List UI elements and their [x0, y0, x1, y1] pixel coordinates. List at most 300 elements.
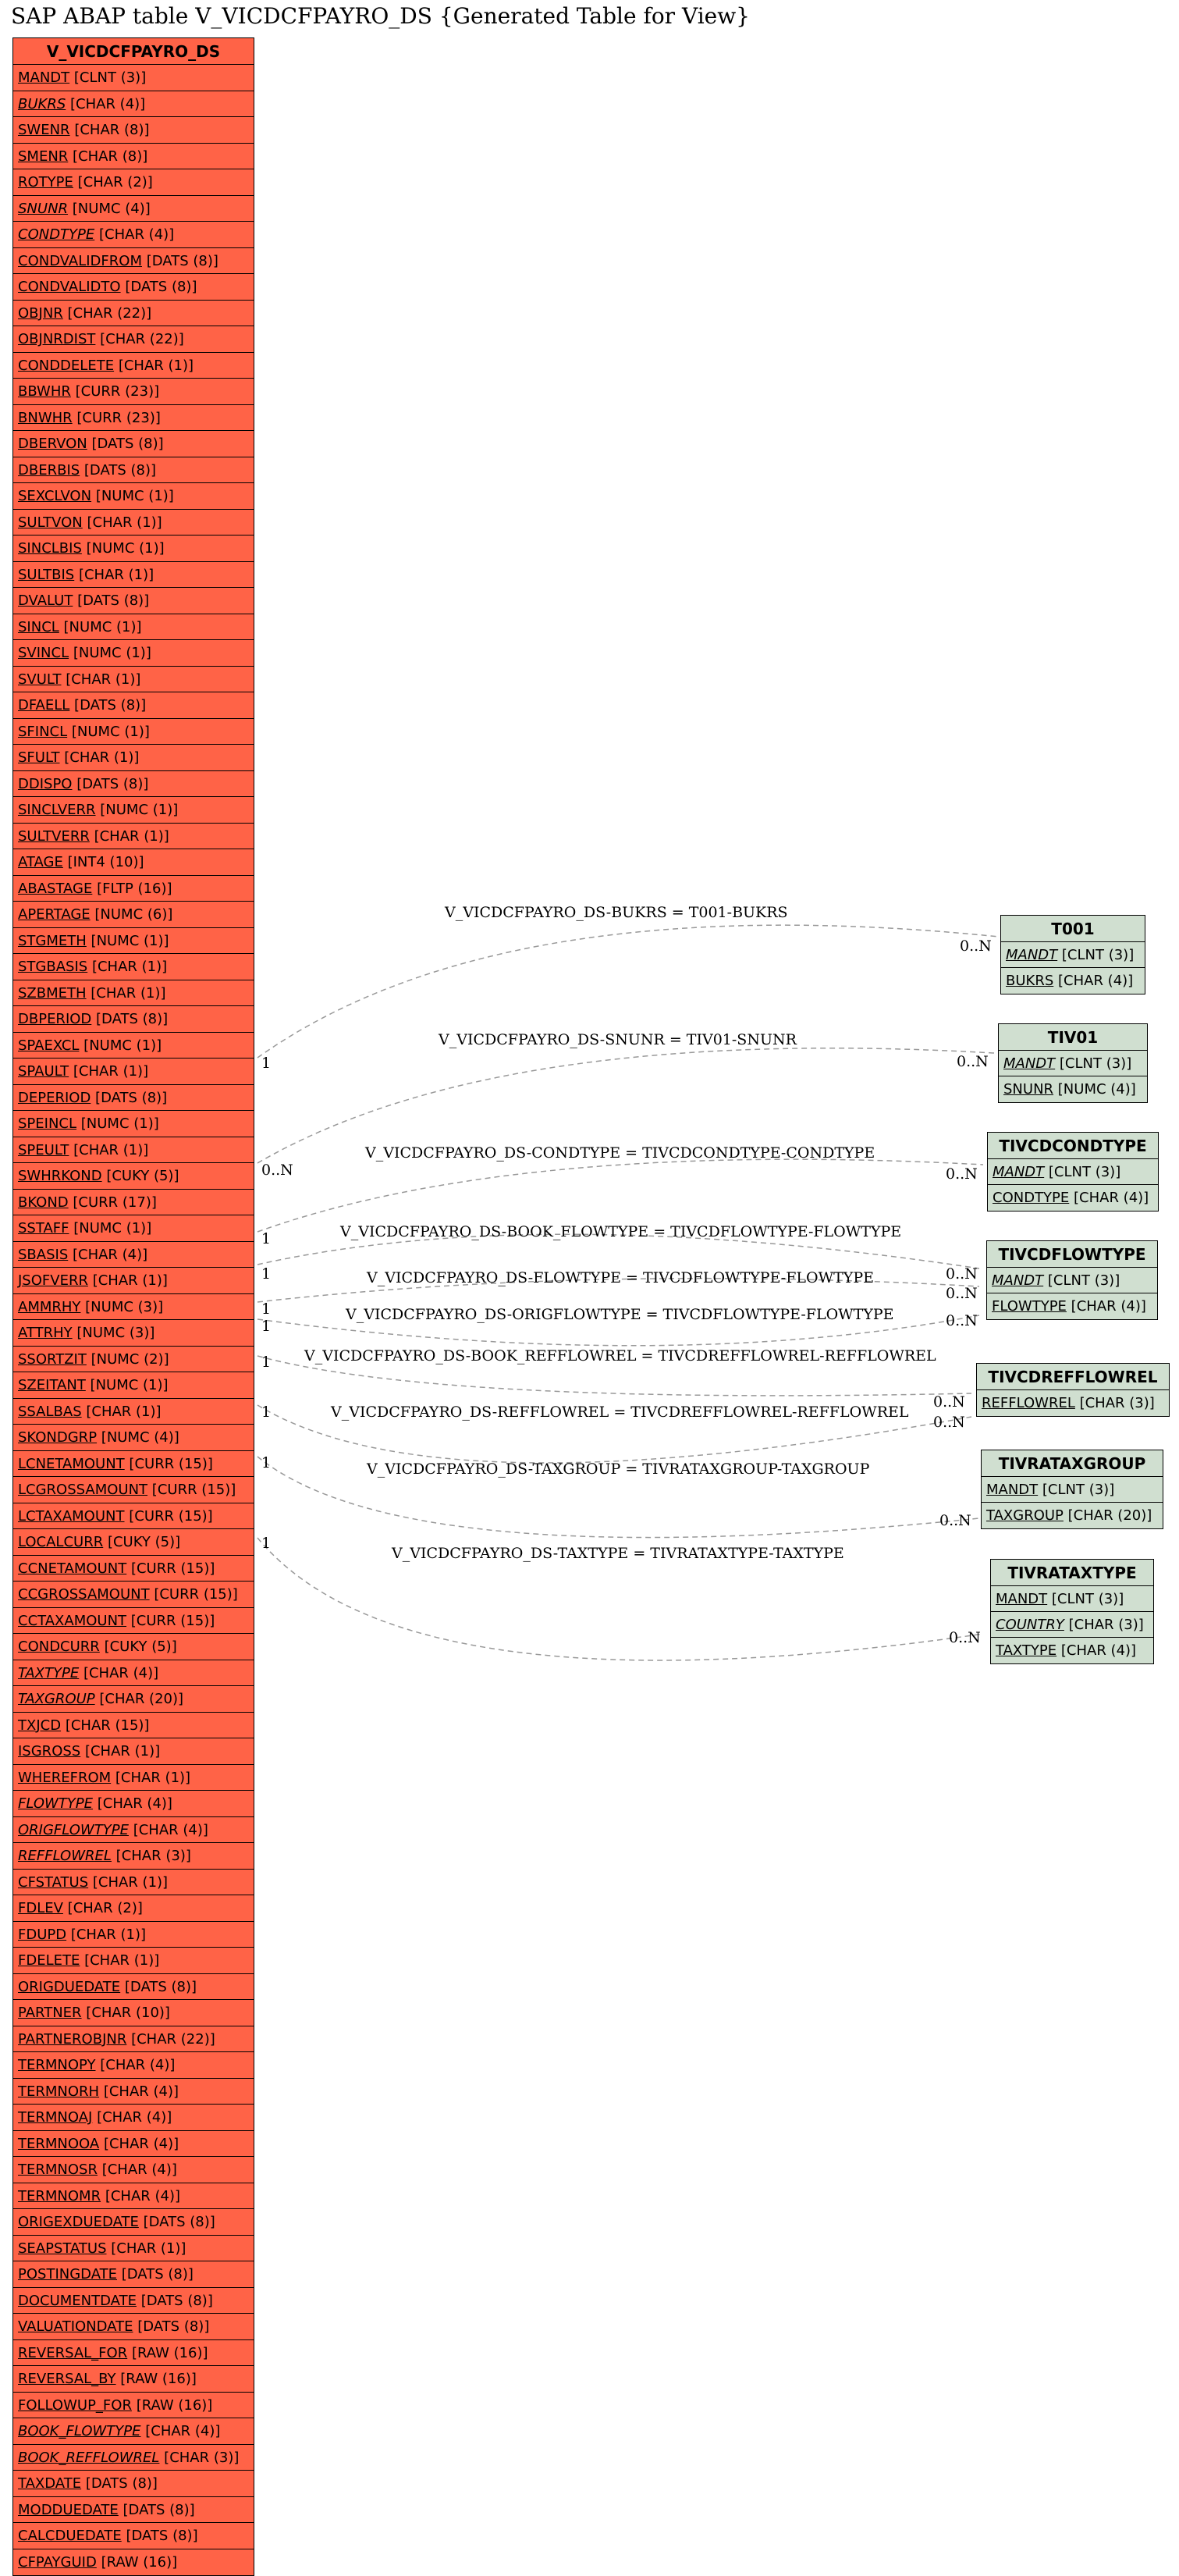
ref-table-t001	[1000, 915, 1145, 994]
field-row	[999, 1076, 1147, 1102]
field-name: TERMNOOA	[18, 2135, 100, 2152]
field-name: OBJNRDIST	[18, 331, 96, 347]
field-row	[13, 1163, 254, 1190]
field-row	[13, 824, 254, 850]
field-row	[13, 1791, 254, 1817]
field-row	[13, 745, 254, 771]
cardinality-to: 0..N	[946, 1165, 978, 1183]
field-type: [CHAR (1)]	[87, 514, 162, 531]
field-row	[13, 2079, 254, 2105]
field-type: [CURR (15)]	[129, 1507, 213, 1525]
field-row	[13, 2183, 254, 2210]
field-name: MANDT	[18, 69, 70, 86]
field-type: [CHAR (1)]	[92, 1272, 168, 1289]
field-name: CONDVALIDFROM	[18, 252, 142, 269]
field-type: [DATS (8)]	[125, 279, 197, 295]
relation-label: V_VICDCFPAYRO_DS-ORIGFLOWTYPE = TIVCDFLOWTYPE-FLOWTYPE	[346, 1306, 894, 1323]
field-row	[13, 405, 254, 432]
field-type: [INT4 (10)]	[67, 854, 144, 870]
field-row	[13, 2314, 254, 2340]
field-row	[13, 797, 254, 824]
field-type: [CHAR (1)]	[73, 1063, 149, 1080]
field-row	[13, 2209, 254, 2236]
field-name: STGBASIS	[18, 959, 88, 975]
field-type: [CHAR (4)]	[83, 1664, 159, 1681]
field-type: [CHAR (1)]	[91, 984, 166, 1002]
field-name: CCGROSSAMOUNT	[18, 1586, 150, 1603]
field-type: [CHAR (4)]	[72, 1246, 148, 1263]
field-row	[13, 196, 254, 222]
field-type: [DATS (8)]	[85, 2475, 158, 2492]
field-type: [CHAR (20)]	[1067, 1507, 1152, 1524]
field-type: [CHAR (4)]	[1060, 1642, 1137, 1659]
field-name: SSALBAS	[18, 1403, 82, 1420]
field-type: [CUKY (5)]	[107, 1534, 181, 1550]
field-type: [CHAR (4)]	[1058, 973, 1134, 989]
field-type: [CHAR (22)]	[100, 331, 184, 347]
field-name: LCNETAMOUNT	[18, 1455, 125, 1472]
field-row	[13, 1817, 254, 1844]
field-type: [CHAR (20)]	[99, 1691, 184, 1707]
field-name: SINCLVERR	[18, 802, 96, 818]
field-name: REVERSAL_FOR	[18, 2344, 128, 2361]
field-name: TXJCD	[18, 1717, 62, 1734]
field-type: [CHAR (8)]	[74, 122, 150, 138]
field-row	[13, 2445, 254, 2471]
field-row	[13, 65, 254, 91]
cardinality-from: 1	[261, 1404, 272, 1421]
field-name: REFFLOWREL	[982, 1395, 1075, 1411]
field-type: [DATS (8)]	[83, 461, 157, 479]
ref-table-tivcdrefflowrel	[976, 1363, 1170, 1417]
field-type: [CHAR (1)]	[73, 1141, 149, 1158]
field-name: BUKRS	[18, 95, 66, 112]
ref-table-tiv01	[998, 1023, 1148, 1103]
field-row	[13, 1660, 254, 1687]
field-name: SFULT	[18, 749, 60, 766]
field-name: MANDT	[996, 1591, 1048, 1607]
field-type: [CHAR (4)]	[103, 2083, 179, 2100]
field-row	[13, 562, 254, 589]
field-name: COUNTRY	[996, 1617, 1064, 1633]
field-type: [DATS (8)]	[140, 2292, 213, 2309]
field-row	[13, 1686, 254, 1713]
field-row	[13, 954, 254, 980]
field-name: SNUNR	[1003, 1081, 1054, 1098]
field-type: [NUMC (6)]	[94, 906, 173, 923]
field-name: FOLLOWUP_FOR	[18, 2396, 132, 2414]
field-name: MANDT	[986, 1482, 1039, 1498]
field-name: SEXCLVON	[18, 488, 92, 504]
field-name: FLOWTYPE	[992, 1298, 1067, 1315]
field-name: MODDUEDATE	[18, 2501, 119, 2518]
field-type: [CLNT (3)]	[1061, 947, 1135, 963]
field-type: [CURR (15)]	[151, 1482, 236, 1498]
field-type: [CHAR (4)]	[101, 2161, 177, 2178]
field-type: [CHAR (3)]	[1079, 1395, 1155, 1411]
field-type: [CHAR (1)]	[115, 1769, 191, 1786]
field-row	[13, 535, 254, 562]
field-row	[13, 2000, 254, 2026]
field-type: [CHAR (3)]	[164, 2449, 240, 2466]
field-row	[13, 1451, 254, 1478]
field-name: SULTVON	[18, 514, 83, 531]
field-type: [DATS (8)]	[95, 1089, 168, 1106]
field-name: TERMNOMR	[18, 2187, 101, 2204]
field-name: SEAPSTATUS	[18, 2240, 107, 2257]
field-type: [CHAR (22)]	[131, 2030, 215, 2048]
field-name: CONDVALIDTO	[18, 279, 121, 295]
field-type: [DATS (8)]	[124, 1978, 197, 1995]
field-row	[13, 1843, 254, 1870]
field-name: DOCUMENTDATE	[18, 2292, 137, 2309]
field-row	[988, 1159, 1158, 1185]
field-name: CCNETAMOUNT	[18, 1560, 127, 1577]
ref-table-name: TIVRATAXTYPE	[991, 1560, 1153, 1586]
cardinality-from: 1	[261, 1354, 272, 1371]
field-row	[13, 1111, 254, 1137]
field-type: [NUMC (1)]	[73, 645, 151, 661]
field-type: [DATS (8)]	[96, 1011, 169, 1027]
field-row	[13, 2523, 254, 2549]
field-name: LCGROSSAMOUNT	[18, 1482, 148, 1498]
field-row	[13, 1870, 254, 1896]
field-type: [CHAR (4)]	[1074, 1190, 1149, 1206]
field-row	[991, 1612, 1153, 1638]
field-name: CONDDELETE	[18, 357, 115, 374]
field-name: BOOK_REFFLOWREL	[18, 2449, 160, 2466]
field-name: STGMETH	[18, 932, 87, 949]
field-row	[13, 1765, 254, 1791]
field-name: DDISPO	[18, 775, 73, 792]
field-name: TERMNOAJ	[18, 2109, 93, 2126]
field-name: DBERBIS	[18, 461, 80, 479]
field-name: SPEINCL	[18, 1115, 77, 1132]
field-type: [CHAR (22)]	[67, 304, 152, 322]
ref-table-tivcdflowtype	[986, 1240, 1158, 1320]
field-row	[13, 2471, 254, 2497]
field-name: POSTINGDATE	[18, 2266, 117, 2282]
field-row	[13, 2288, 254, 2314]
field-type: [RAW (16)]	[136, 2396, 213, 2414]
field-name: DVALUT	[18, 592, 73, 609]
field-type: [CLNT (3)]	[1051, 1591, 1124, 1607]
field-name: BNWHR	[18, 409, 73, 426]
field-row	[13, 1895, 254, 1922]
field-name: CALCDUEDATE	[18, 2528, 122, 2544]
field-type: [CURR (15)]	[130, 1612, 215, 1629]
field-type: [CHAR (4)]	[99, 226, 175, 243]
field-row	[13, 2261, 254, 2288]
field-type: [NUMC (1)]	[63, 618, 142, 635]
cardinality-from: 1	[261, 1265, 272, 1283]
field-name: CONDCURR	[18, 1638, 100, 1655]
field-type: [CHAR (8)]	[73, 148, 148, 165]
field-type: [NUMC (4)]	[101, 1429, 179, 1446]
field-type: [CLNT (3)]	[1042, 1482, 1115, 1498]
field-row	[13, 2549, 254, 2576]
field-row	[13, 719, 254, 745]
field-name: SZBMETH	[18, 984, 87, 1002]
field-row	[13, 588, 254, 614]
field-type: [CHAR (1)]	[86, 1403, 162, 1420]
field-row	[13, 1556, 254, 1582]
field-type: [CHAR (10)]	[86, 2005, 170, 2021]
field-type: [CURR (15)]	[129, 1455, 213, 1472]
field-type: [CLNT (3)]	[1059, 1055, 1132, 1072]
field-type: [CURR (23)]	[75, 383, 160, 400]
field-row	[13, 431, 254, 457]
field-row	[13, 692, 254, 719]
field-type: [CHAR (1)]	[66, 671, 141, 688]
field-name: SPAEXCL	[18, 1037, 80, 1054]
field-name: TAXGROUP	[986, 1507, 1064, 1524]
field-row	[982, 1477, 1163, 1503]
field-name: PARTNER	[18, 2005, 82, 2021]
field-name: SULTBIS	[18, 566, 75, 583]
field-row	[13, 353, 254, 379]
field-row	[13, 2366, 254, 2393]
field-name: ISGROSS	[18, 1743, 81, 1759]
field-row	[13, 1948, 254, 1974]
field-type: [CURR (17)]	[73, 1194, 157, 1211]
ref-table-name: TIVCDFLOWTYPE	[987, 1241, 1157, 1268]
field-name: BUKRS	[1006, 973, 1054, 989]
field-row	[13, 248, 254, 275]
field-name: SVINCL	[18, 645, 69, 661]
field-name: SWHRKOND	[18, 1168, 102, 1184]
relation-label: V_VICDCFPAYRO_DS-BUKRS = T001-BUKRS	[445, 904, 788, 921]
field-name: REVERSAL_BY	[18, 2371, 116, 2387]
field-type: [NUMC (1)]	[71, 723, 150, 740]
field-row	[13, 614, 254, 641]
field-row	[13, 1294, 254, 1321]
field-type: [NUMC (1)]	[80, 1115, 159, 1132]
field-type: [DATS (8)]	[143, 2214, 215, 2230]
field-row	[13, 2157, 254, 2183]
field-type: [CHAR (4)]	[97, 2109, 172, 2126]
field-type: [NUMC (4)]	[1057, 1081, 1136, 1098]
field-row	[13, 1059, 254, 1085]
field-row	[13, 1006, 254, 1033]
field-type: [RAW (16)]	[131, 2344, 208, 2361]
field-type: [NUMC (4)]	[72, 200, 151, 217]
field-type: [DATS (8)]	[137, 2318, 210, 2335]
field-name: SMENR	[18, 148, 69, 165]
field-row	[13, 222, 254, 248]
field-row	[13, 1529, 254, 1556]
field-type: [CHAR (1)]	[64, 749, 140, 766]
field-type: [CHAR (4)]	[103, 2135, 179, 2152]
field-type: [CLNT (3)]	[1047, 1272, 1120, 1289]
field-type: [CLNT (3)]	[73, 69, 147, 86]
field-type: [DATS (8)]	[123, 2501, 195, 2518]
field-row	[13, 902, 254, 928]
field-name: TERMNOPY	[18, 2057, 96, 2073]
field-row	[13, 1608, 254, 1635]
field-row	[13, 301, 254, 327]
field-name: AMMRHY	[18, 1298, 81, 1315]
field-row	[13, 2340, 254, 2367]
field-type: [CHAR (4)]	[70, 95, 146, 112]
field-type: [NUMC (1)]	[73, 1220, 152, 1236]
field-row	[982, 1503, 1163, 1528]
field-name: PARTNEROBJNR	[18, 2030, 127, 2048]
field-row	[13, 326, 254, 353]
field-type: [NUMC (1)]	[95, 488, 174, 504]
field-row	[13, 1137, 254, 1164]
field-name: SVULT	[18, 671, 62, 688]
field-row	[13, 876, 254, 902]
field-name: CFPAYGUID	[18, 2553, 97, 2571]
field-type: [CHAR (1)]	[118, 357, 194, 374]
relation-label: V_VICDCFPAYRO_DS-FLOWTYPE = TIVCDFLOWTYPE-FLOWTYPE	[367, 1269, 874, 1286]
field-row	[13, 1503, 254, 1530]
field-type: [CHAR (4)]	[133, 1821, 208, 1838]
field-name: SSORTZIT	[18, 1350, 87, 1368]
field-name: ORIGEXDUEDATE	[18, 2214, 139, 2230]
cardinality-to: 0..N	[939, 1512, 971, 1529]
field-row	[999, 1051, 1147, 1076]
relation-label: V_VICDCFPAYRO_DS-CONDTYPE = TIVCDCONDTYPE-CONDTYPE	[365, 1144, 875, 1162]
cardinality-from: 1	[261, 1055, 272, 1072]
cardinality-from: 1	[261, 1535, 272, 1552]
field-type: [DATS (8)]	[76, 775, 149, 792]
field-name: REFFLOWREL	[18, 1848, 112, 1864]
relation-line-condtype	[257, 1159, 983, 1232]
cardinality-from: 1	[261, 1318, 272, 1335]
field-name: TAXTYPE	[996, 1642, 1057, 1659]
field-type: [CLNT (3)]	[1048, 1164, 1121, 1180]
relation-label: V_VICDCFPAYRO_DS-BOOK_FLOWTYPE = TIVCDFLOWTYPE-FLOWTYPE	[340, 1223, 902, 1240]
field-type: [NUMC (1)]	[91, 932, 169, 949]
field-name: TERMNOSR	[18, 2161, 98, 2178]
field-name: CONDTYPE	[993, 1190, 1070, 1206]
cardinality-from: 0..N	[261, 1162, 293, 1179]
field-name: CONDTYPE	[18, 226, 95, 243]
cardinality-to: 0..N	[949, 1629, 981, 1646]
field-row	[13, 510, 254, 536]
ref-table-tivrataxtype	[990, 1559, 1154, 1664]
field-name: SBASIS	[18, 1246, 69, 1263]
field-row	[13, 2236, 254, 2262]
field-row	[13, 2418, 254, 2445]
field-name: FDUPD	[18, 1926, 67, 1943]
field-type: [CUKY (5)]	[106, 1168, 179, 1184]
field-type: [CHAR (4)]	[145, 2423, 221, 2439]
cardinality-to: 0..N	[960, 938, 992, 955]
field-name: SPAULT	[18, 1063, 69, 1080]
field-name: ORIGFLOWTYPE	[18, 1821, 129, 1838]
field-name: SWENR	[18, 122, 70, 138]
field-row	[13, 2026, 254, 2053]
field-type: [CHAR (1)]	[70, 1926, 147, 1943]
main-table	[12, 37, 254, 2576]
field-name: FLOWTYPE	[18, 1795, 94, 1812]
field-type: [NUMC (1)]	[100, 802, 179, 818]
field-name: ORIGDUEDATE	[18, 1978, 121, 1995]
field-type: [CHAR (4)]	[105, 2187, 180, 2204]
cardinality-to: 0..N	[933, 1414, 965, 1431]
field-row	[13, 1425, 254, 1451]
field-type: [DATS (8)]	[74, 697, 147, 713]
ref-table-name: TIVCDCONDTYPE	[988, 1133, 1158, 1159]
field-type: [NUMC (1)]	[90, 1377, 169, 1393]
cardinality-to: 0..N	[946, 1265, 978, 1283]
relation-label: V_VICDCFPAYRO_DS-REFFLOWREL = TIVCDREFFLOWREL-REFFLOWREL	[331, 1404, 909, 1421]
field-type: [CHAR (2)]	[67, 1900, 143, 1916]
field-row	[13, 483, 254, 510]
field-name: SNUNR	[18, 200, 69, 217]
field-type: [CHAR (3)]	[1068, 1617, 1144, 1633]
field-row	[13, 667, 254, 693]
field-type: [RAW (16)]	[120, 2371, 197, 2387]
field-row	[13, 1634, 254, 1660]
field-type: [CHAR (3)]	[115, 1848, 191, 1864]
ref-table-name: T001	[1001, 916, 1145, 942]
field-row	[13, 980, 254, 1007]
field-type: [NUMC (2)]	[91, 1350, 169, 1368]
field-type: [CURR (15)]	[154, 1586, 238, 1603]
field-name: TERMNORH	[18, 2083, 100, 2100]
field-name: FDLEV	[18, 1900, 63, 1916]
ref-table-tivcdcondtype	[987, 1132, 1159, 1212]
field-type: [CHAR (4)]	[97, 1795, 172, 1812]
field-row	[13, 1190, 254, 1216]
field-type: [CHAR (1)]	[78, 566, 154, 583]
field-row	[977, 1390, 1169, 1416]
field-row	[13, 2052, 254, 2079]
relation-label: V_VICDCFPAYRO_DS-BOOK_REFFLOWREL = TIVCDREFFLOWREL-REFFLOWREL	[304, 1347, 936, 1364]
field-type: [DATS (8)]	[77, 592, 150, 609]
field-row	[13, 1399, 254, 1425]
field-type: [CHAR (1)]	[111, 2240, 186, 2257]
field-type: [CHAR (2)]	[77, 174, 153, 190]
field-name: BKOND	[18, 1194, 69, 1211]
field-name: DBPERIOD	[18, 1011, 92, 1027]
main-table-name: V_VICDCFPAYRO_DS	[13, 38, 254, 65]
field-name: TAXGROUP	[18, 1691, 95, 1707]
field-row	[13, 640, 254, 667]
relation-label: V_VICDCFPAYRO_DS-TAXGROUP = TIVRATAXGROUP-TAXGROUP	[367, 1461, 870, 1478]
field-name: SINCL	[18, 618, 59, 635]
field-name: APERTAGE	[18, 906, 91, 923]
field-name: OBJNR	[18, 304, 63, 322]
page-title: SAP ABAP table V_VICDCFPAYRO_DS {Generated Table for View}	[11, 3, 750, 29]
field-name: TAXTYPE	[18, 1664, 80, 1681]
field-row	[1001, 968, 1145, 994]
field-row	[13, 1582, 254, 1608]
field-name: FDELETE	[18, 1952, 80, 1969]
field-name: CCTAXAMOUNT	[18, 1612, 127, 1629]
field-row	[13, 1085, 254, 1112]
ref-table-tivrataxgroup	[981, 1450, 1163, 1529]
field-name: ROTYPE	[18, 174, 73, 190]
field-row	[988, 1185, 1158, 1211]
field-type: [DATS (8)]	[126, 2528, 198, 2544]
relation-label: V_VICDCFPAYRO_DS-SNUNR = TIV01-SNUNR	[439, 1031, 797, 1048]
field-row	[13, 169, 254, 196]
field-type: [CHAR (1)]	[91, 959, 168, 975]
field-name: SULTVERR	[18, 827, 90, 845]
field-row	[987, 1268, 1157, 1293]
field-name: ABASTAGE	[18, 880, 93, 897]
field-row	[13, 1477, 254, 1503]
field-name: BOOK_FLOWTYPE	[18, 2423, 141, 2439]
field-row	[13, 1713, 254, 1739]
field-row	[13, 1922, 254, 1948]
field-type: [CHAR (15)]	[65, 1717, 150, 1734]
